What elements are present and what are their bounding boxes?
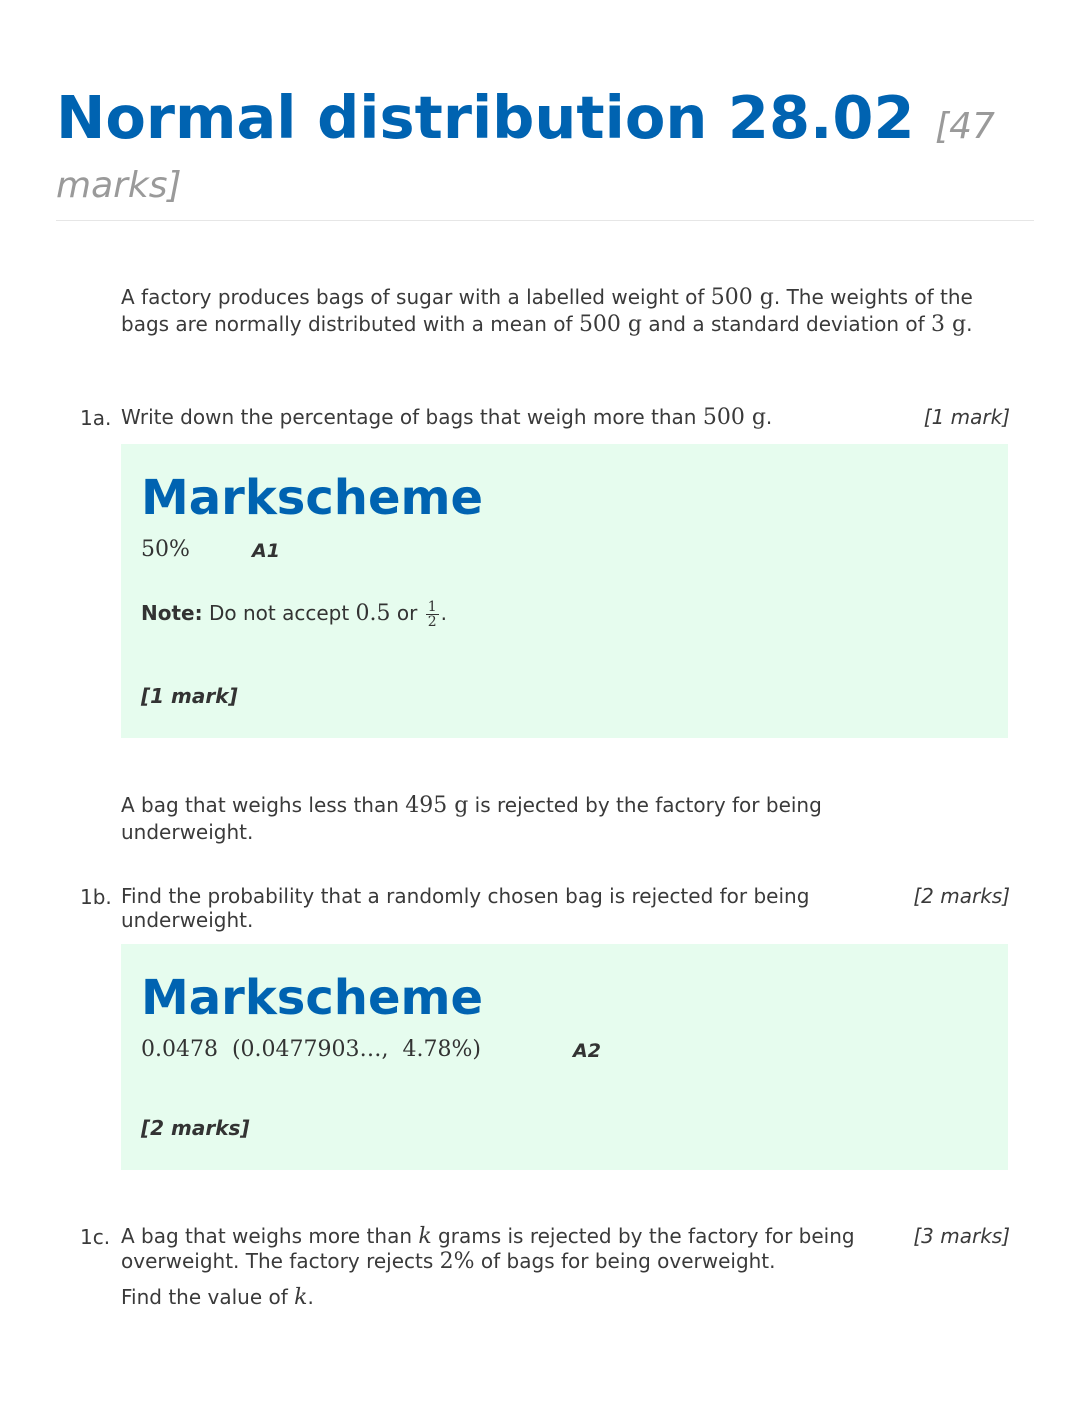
note-label: Note: [141, 601, 203, 625]
title-text: Normal distribution 28.02 [56, 83, 915, 152]
intro-text-3: and a standard deviation of [642, 312, 931, 336]
q1c-find-math: k [294, 1285, 308, 1310]
note-text: Do not accept [202, 601, 356, 625]
intro-math-2: 500 g [578, 312, 643, 337]
q1c-text-3: of bags for being overweight. [474, 1249, 776, 1273]
question-number-1b: 1b. [80, 885, 112, 909]
question-number-1a: 1a. [80, 406, 112, 430]
question-number-1c: 1c. [80, 1225, 111, 1249]
intro-text-4: . [966, 312, 973, 336]
q1c-find-end: . [307, 1285, 314, 1309]
q1c-find-text: Find the value of [121, 1285, 295, 1309]
q1c-math-k: k [418, 1224, 432, 1249]
intro-math-1: 500 g [710, 285, 774, 310]
question-marks-1c: [3 marks] [913, 1224, 1010, 1248]
question-text-1c [121, 1224, 911, 1274]
note-math: 0.5 [355, 601, 391, 626]
intro-paragraph [121, 284, 1001, 338]
q1c-text-2: grams is rejected by the factory for being overweight. The factory rejects [121, 1224, 855, 1273]
markscheme-heading: Markscheme [141, 970, 484, 1026]
q1c-text-1: A bag that weighs more than [121, 1224, 419, 1248]
page-title [56, 83, 1016, 206]
question-marks-1a: [1 mark] [923, 405, 1010, 429]
intro-text-1: A factory produces bags of sugar with a labelled weight of [121, 285, 711, 309]
stem-math: 495 g [405, 793, 469, 818]
note-end: . [440, 601, 447, 625]
title-total-marks: [47 marks] [56, 106, 995, 206]
fraction-denominator: 2 [427, 614, 437, 630]
markscheme-box-1a [121, 444, 1008, 738]
mark-code: A1 [252, 540, 280, 562]
markscheme-total: [1 mark] [141, 684, 238, 708]
q1a-tail: . [765, 405, 773, 429]
markscheme-answer: 50% [141, 537, 190, 562]
q1c-math-percent: 2% [439, 1249, 475, 1274]
fraction-one-half [426, 600, 439, 629]
markscheme-box-1b [121, 944, 1008, 1170]
stem-text-1: A bag that weighs less than [121, 793, 406, 817]
stem-text-2: is rejected by the factory for being underweight. [121, 793, 822, 844]
markscheme-heading: Markscheme [141, 470, 484, 526]
intro-text-2: . The weights of the bags are normally distributed with a mean of [121, 285, 973, 336]
stem-paragraph-b [121, 792, 881, 845]
q1a-text: Write down the percentage of bags that weigh more than [121, 405, 703, 429]
mark-code: A2 [573, 1040, 601, 1062]
markscheme-total: [2 marks] [141, 1116, 250, 1140]
intro-math-3: 3 g [931, 312, 967, 337]
fraction-numerator: 1 [427, 599, 437, 615]
question-instruction-1c [121, 1285, 314, 1310]
question-marks-1b: [2 marks] [913, 884, 1010, 908]
markscheme-answer: 0.0478 (0.0477903…, 4.78%) [141, 1037, 481, 1062]
title-divider [56, 220, 1034, 221]
question-text-1a [121, 405, 881, 430]
q1a-math: 500 g [702, 405, 766, 430]
markscheme-note [141, 600, 447, 629]
note-or: or [390, 601, 424, 625]
question-text-1b: Find the probability that a randomly chosen bag is rejected for being underweight. [121, 884, 810, 932]
